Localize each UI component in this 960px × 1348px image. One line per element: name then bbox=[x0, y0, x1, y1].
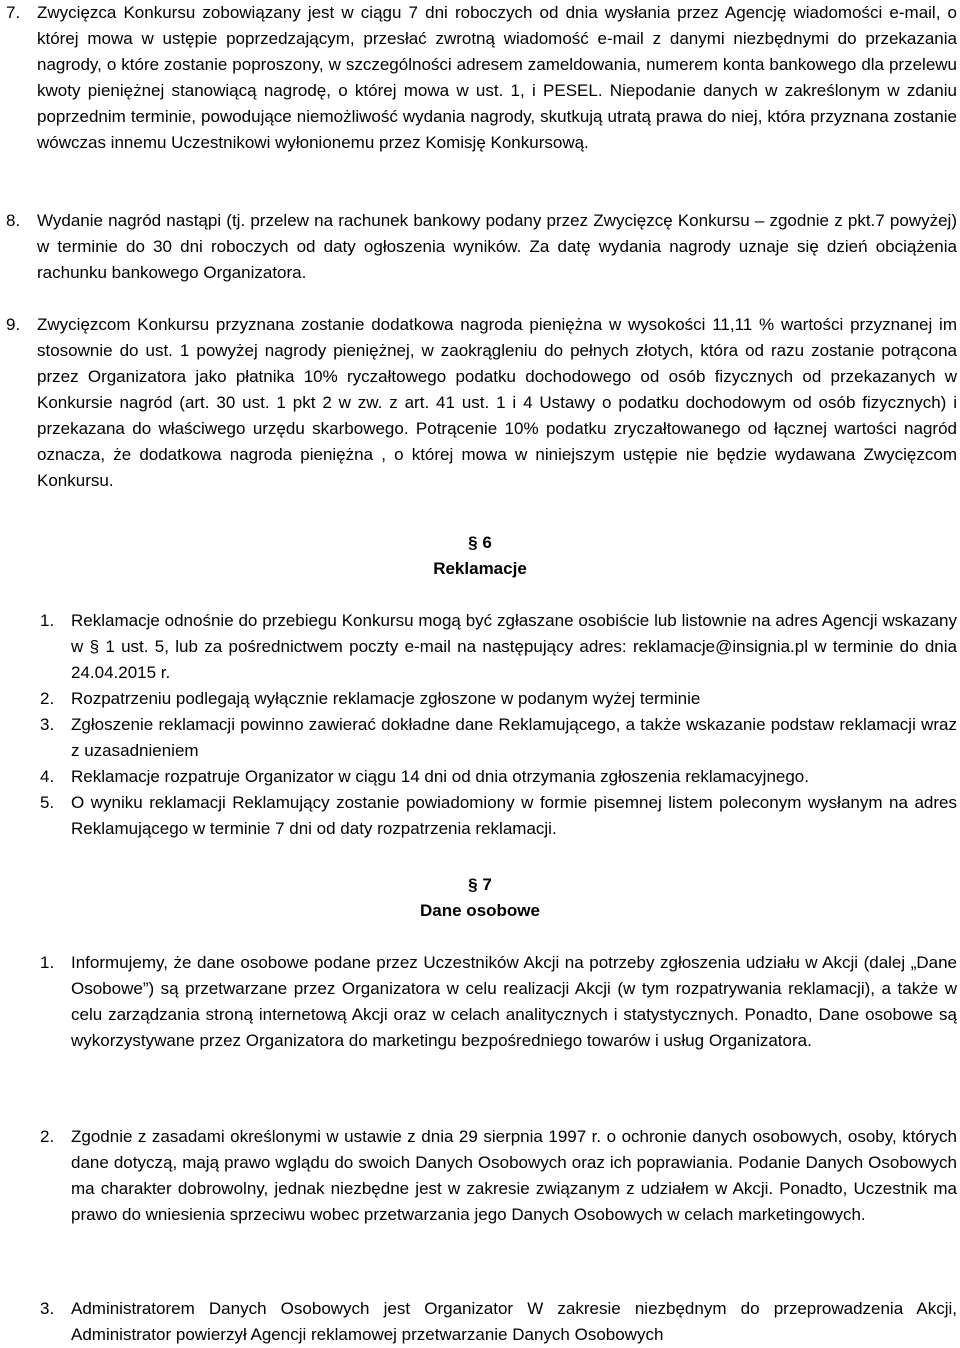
item-number: 3. bbox=[40, 1299, 55, 1318]
item-text: Zwycięzca Konkursu zobowiązany jest w ciągu 7 dni roboczych od dnia wysłania przez Agencję wiadomości e-mail, o której mowa w ustępie poprzedzającym, przesłać zwrotną wiadomość e-mail z danymi niezbędnymi do przekazania nagrody, o które zostanie poproszony, w szczególności adresem zameldowania, numerem konta bankowego dla przelewu kwoty pieniężnej stanowiącą nagrodę, o której mowa w ust. 1, i PESEL. Niepodanie danych w zakreślonym w zdaniu poprzednim terminie, powodujące niemożliwość wydania nagrody, skutkują utratą prawa do niej, która przyznana zostanie wówczas innemu Uczestnikowi wyłonionemu przez Komisję Konkursową. bbox=[37, 3, 957, 152]
item-number: 2. bbox=[40, 689, 55, 708]
list-item bbox=[0, 312, 960, 494]
list-item bbox=[0, 608, 960, 686]
section-7-title: Dane osobowe bbox=[420, 901, 540, 920]
item-text: Wydanie nagród nastąpi (tj. przelew na rachunek bankowy podany przez Zwycięzcę Konkursu – zgodnie z pkt.7 powyżej) w terminie do 30 dni roboczych od daty ogłoszenia wyników. Za datę wydania nagrody uznaje się dzień obciążenia rachunku bankowego Organizatora. bbox=[37, 211, 957, 282]
list-item bbox=[0, 712, 960, 764]
list-item bbox=[0, 790, 960, 842]
item-text: Administratorem Danych Osobowych jest Organizator W zakresie niezbędnym do przeprowadzenia Akcji, Administrator powierzył Agencji reklamowej przetwarzanie Danych Osobowych bbox=[71, 1299, 957, 1344]
item-text: Reklamacje rozpatruje Organizator w ciągu 14 dni od dnia otrzymania zgłoszenia reklamacyjnego. bbox=[71, 767, 809, 786]
item-number: 3. bbox=[40, 715, 55, 734]
item-text: O wyniku reklamacji Reklamujący zostanie powiadomiony w formie pisemnej listem poleconym wysłanym na adres Reklamującego w terminie 7 dni od daty rozpatrzenia reklamacji. bbox=[71, 793, 957, 838]
item-number: 1. bbox=[40, 611, 55, 630]
item-text: Zgodnie z zasadami określonymi w ustawie z dnia 29 sierpnia 1997 r. o ochronie danych osobowych, osoby, których dane dotyczą, mają prawo wglądu do swoich Danych Osobowych oraz ich poprawiania. Podanie Danych Osobowych ma charakter dobrowolny, jednak niezbędne jest w zakresie związanym z udziałem w Akcji. Ponadto, Uczestnik ma prawo do wniesienia sprzeciwu wobec przetwarzania jego Danych Osobowych w celach marketingowych. bbox=[71, 1127, 957, 1224]
list-item bbox=[0, 1296, 960, 1348]
item-number: 5. bbox=[40, 793, 55, 812]
item-number: 1. bbox=[40, 953, 55, 972]
item-number: 2. bbox=[40, 1127, 55, 1146]
list-item bbox=[0, 950, 960, 1054]
list-item bbox=[0, 1124, 960, 1228]
item-number: 7. bbox=[6, 3, 21, 22]
item-text: Informujemy, że dane osobowe podane przez Uczestników Akcji na potrzeby zgłoszenia udziału w Akcji (dalej „Dane Osobowe”) są przetwarzane przez Organizatora w celu realizacji Akcji (w tym rozpatrywania reklamacji), a także w celu zarządzania stroną internetową Akcji oraz w celach analitycznych i statystycznych. Ponadto, Dane osobowe są wykorzystywane przez Organizatora do marketingu bezpośredniego towarów i usług Organizatora. bbox=[71, 953, 957, 1050]
list-item bbox=[0, 0, 960, 156]
section-6-number: § 6 bbox=[468, 533, 492, 552]
item-text: Zgłoszenie reklamacji powinno zawierać dokładne dane Reklamującego, a także wskazanie podstaw reklamacji wraz z uzasadnieniem bbox=[71, 715, 957, 760]
section-7-number: § 7 bbox=[468, 875, 492, 894]
item-number: 4. bbox=[40, 767, 55, 786]
item-text: Zwycięzcom Konkursu przyznana zostanie dodatkowa nagroda pieniężna w wysokości 11,11 % wartości przyznanej im stosownie do ust. 1 powyżej nagrody pieniężnej, w zaokrągleniu do pełnych złotych, która od razu zostanie potrącona przez Organizatora jako płatnika 10% ryczałtowego podatku dochodowego od osób fizycznych od przekazanych w Konkursie nagród (art. 30 ust. 1 pkt 2 w zw. z art. 41 ust. 1 i 4 Ustawy o podatku dochodowym od osób fizycznych) i przekazana do właściwego urzędu skarbowego. Potrącenie 10% podatku zryczałtowanego od łącznej wartości nagród oznacza, że dodatkowa nagroda pieniężna , o której mowa w niniejszym ustępie nie będzie wydawana Zwycięzcom Konkursu. bbox=[37, 315, 957, 490]
item-number: 9. bbox=[6, 315, 21, 334]
section-6-title: Reklamacje bbox=[433, 559, 527, 578]
item-text: Rozpatrzeniu podlegają wyłącznie reklamacje zgłoszone w podanym wyżej terminie bbox=[71, 689, 701, 708]
list-item bbox=[0, 686, 960, 712]
list-item bbox=[0, 764, 960, 790]
item-number: 8. bbox=[6, 211, 21, 230]
list-item bbox=[0, 208, 960, 286]
item-text: Reklamacje odnośnie do przebiegu Konkursu mogą być zgłaszane osobiście lub listownie na adres Agencji wskazany w § 1 ust. 5, lub za pośrednictwem poczty e-mail na następujący adres: reklamacje@insignia.pl w terminie do dnia 24.04.2015 r. bbox=[71, 611, 957, 682]
